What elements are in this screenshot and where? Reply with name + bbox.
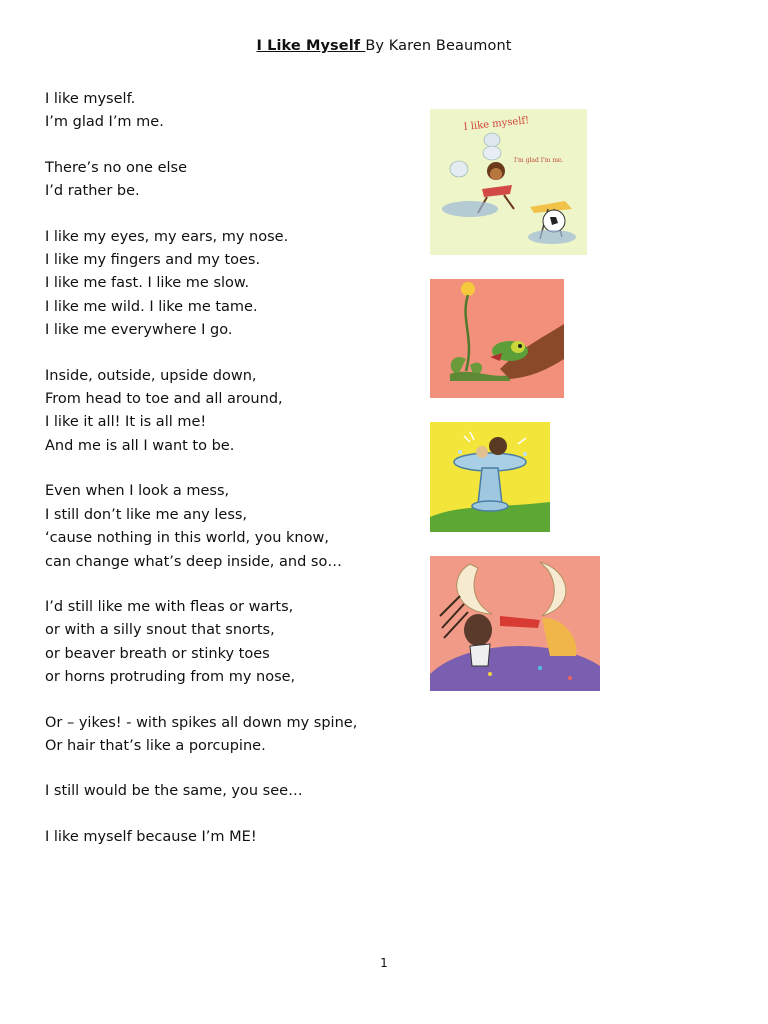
poem-body: [45, 88, 425, 871]
poem-title: I Like Myself: [256, 38, 366, 54]
poem-stanza: [45, 365, 425, 459]
poem-line: I like myself.: [45, 91, 136, 107]
horns-illustration: [430, 556, 600, 691]
poem-stanza: [45, 88, 425, 135]
birdbath-illustration: [430, 422, 550, 532]
poem-line: I like it all! It is all me!: [45, 414, 207, 431]
poem-stanza: [45, 157, 425, 204]
poem-stanza: [45, 826, 425, 849]
poem-line: I still don’t like me any less,: [45, 506, 248, 523]
poem-stanza: [45, 226, 425, 343]
poem-line: I’m glad I’m me.: [45, 114, 164, 131]
poem-stanza: [45, 712, 425, 759]
poem-line: And me is all I want to be.: [45, 437, 235, 454]
poem-line: I like my eyes, my ears, my nose.: [45, 228, 289, 245]
poem-line: Or hair that’s like a porcupine.: [45, 737, 266, 754]
cover-title-text: I like myself!: [463, 115, 530, 133]
poem-line: Or – yikes! - with spikes all down my spine,: [45, 714, 358, 731]
poem-line: I’d rather be.: [45, 183, 140, 200]
poem-line: From head to toe and all around,: [45, 391, 283, 408]
document-title: [0, 38, 768, 54]
poem-stanza: [45, 596, 425, 690]
poem-line: There’s no one else: [45, 159, 187, 176]
poem-line: I like me everywhere I go.: [45, 322, 233, 339]
poem-stanza: [45, 480, 425, 574]
poem-line: ‘cause nothing in this world, you know,: [45, 530, 329, 547]
poem-line: Inside, outside, upside down,: [45, 367, 257, 384]
poem-line: I like myself because I’m ME!: [45, 828, 257, 845]
poem-line: or horns protruding from my nose,: [45, 669, 296, 686]
cover-subtitle-text: I'm glad I'm me.: [514, 157, 564, 164]
poem-line: or beaver breath or stinky toes: [45, 645, 270, 662]
page-number: 1: [380, 956, 388, 970]
poem-line: I like me fast. I like me slow.: [45, 275, 250, 292]
poem-line: I like me wild. I like me tame.: [45, 298, 258, 315]
poem-author: By Karen Beaumont: [365, 38, 512, 54]
poem-line: I like my fingers and my toes.: [45, 252, 261, 269]
poem-line: I’d still like me with fleas or warts,: [45, 598, 294, 615]
poem-stanza: [45, 780, 425, 803]
poem-line: I still would be the same, you see…: [45, 783, 303, 800]
dandelion-illustration: [430, 279, 564, 398]
cover-illustration: [430, 109, 587, 255]
poem-line: can change what’s deep inside, and so…: [45, 553, 342, 570]
poem-line: Even when I look a mess,: [45, 483, 230, 500]
poem-line: or with a silly snout that snorts,: [45, 622, 275, 639]
